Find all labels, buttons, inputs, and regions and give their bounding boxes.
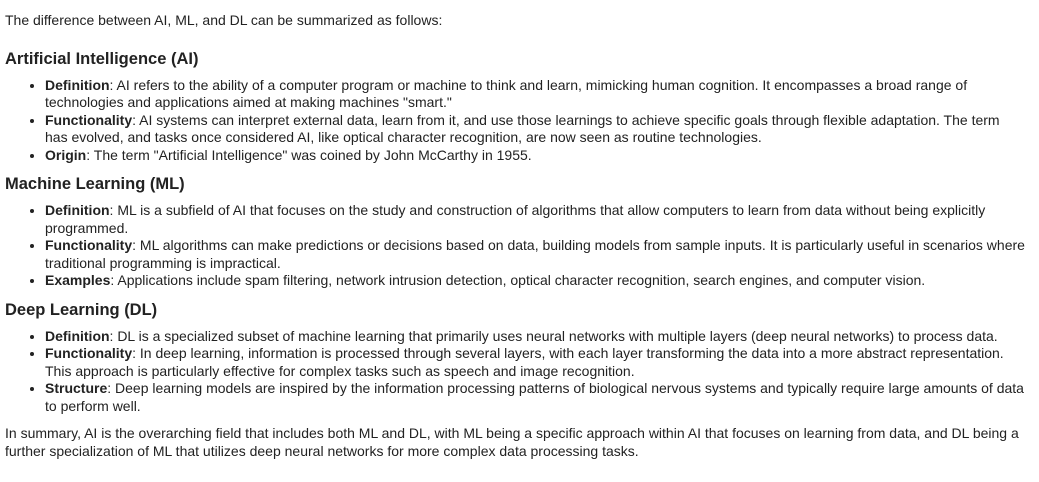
section-list-dl: [5, 328, 1025, 416]
item-term: Functionality: [45, 345, 133, 361]
item-term: Origin: [45, 146, 87, 163]
item-text: : In deep learning, information is processed through several layers, with each layer transforming the data into a more abstract representation. This approach is particularly effective for complex tasks such as speech and image recognition.: [45, 345, 1004, 379]
item-text: : DL is a specialized subset of machine learning that primarily uses neural networks with multiple layers (deep neural networks) to process data.: [109, 327, 998, 344]
list-item: [45, 380, 1025, 415]
item-text: : AI refers to the ability of a computer program or machine to think and learn, mimicking human cognition. It encompasses a broad range of technologies and applications aimed at making machines "smart.": [45, 76, 968, 110]
list-item: [45, 202, 1025, 237]
list-item: [45, 77, 1025, 112]
section-list-ai: [5, 77, 1025, 165]
item-text: : The term "Artificial Intelligence" was coined by John McCarthy in 1955.: [86, 146, 532, 163]
list-item: [45, 328, 1025, 346]
item-term: Functionality: [45, 111, 133, 128]
section-heading-dl: Deep Learning (DL): [5, 300, 158, 319]
item-text: : Applications include spam filtering, network intrusion detection, optical character recognition, search engines, and computer vision.: [110, 272, 926, 288]
item-text: : AI systems can interpret external data, learn from it, and use those learnings to achieve specific goals through flexible adaptation. The term has evolved, and tasks once considered AI, like optical character recognition, are now seen as routine technologies.: [45, 111, 1000, 145]
item-text: : Deep learning models are inspired by the information processing patterns of biological nervous systems and typically require large amounts of data to perform well.: [45, 380, 1024, 414]
item-term: Definition: [45, 76, 110, 93]
list-item: [45, 147, 1025, 165]
item-term: Functionality: [45, 237, 133, 253]
item-text: : ML algorithms can make predictions or decisions based on data, building models from sample inputs. It is particularly useful in scenarios where traditional programming is impractical.: [45, 237, 1025, 271]
summary-paragraph: In summary, AI is the overarching field that includes both ML and DL, with ML being a specific approach within AI that focuses on learning from data, and DL being a further specialization of ML that utilizes deep neural networks for more complex data processing tasks.: [5, 425, 1019, 459]
item-text: : ML is a subfield of AI that focuses on the study and construction of algorithms that allow computers to learn from data without being explicitly programmed.: [45, 202, 986, 236]
item-term: Definition: [45, 327, 110, 344]
list-item: [45, 237, 1025, 272]
intro-paragraph: The difference between AI, ML, and DL can be summarized as follows:: [5, 12, 443, 28]
item-term: Definition: [45, 202, 110, 218]
section-heading-ai: Artificial Intelligence (AI): [5, 49, 199, 68]
list-item: [45, 272, 1025, 290]
list-item: [45, 112, 1025, 147]
list-item: [45, 345, 1025, 380]
item-term: Examples: [45, 272, 111, 288]
item-term: Structure: [45, 380, 108, 396]
section-heading-ml: Machine Learning (ML): [5, 175, 185, 193]
section-list-ml: [5, 202, 1025, 290]
